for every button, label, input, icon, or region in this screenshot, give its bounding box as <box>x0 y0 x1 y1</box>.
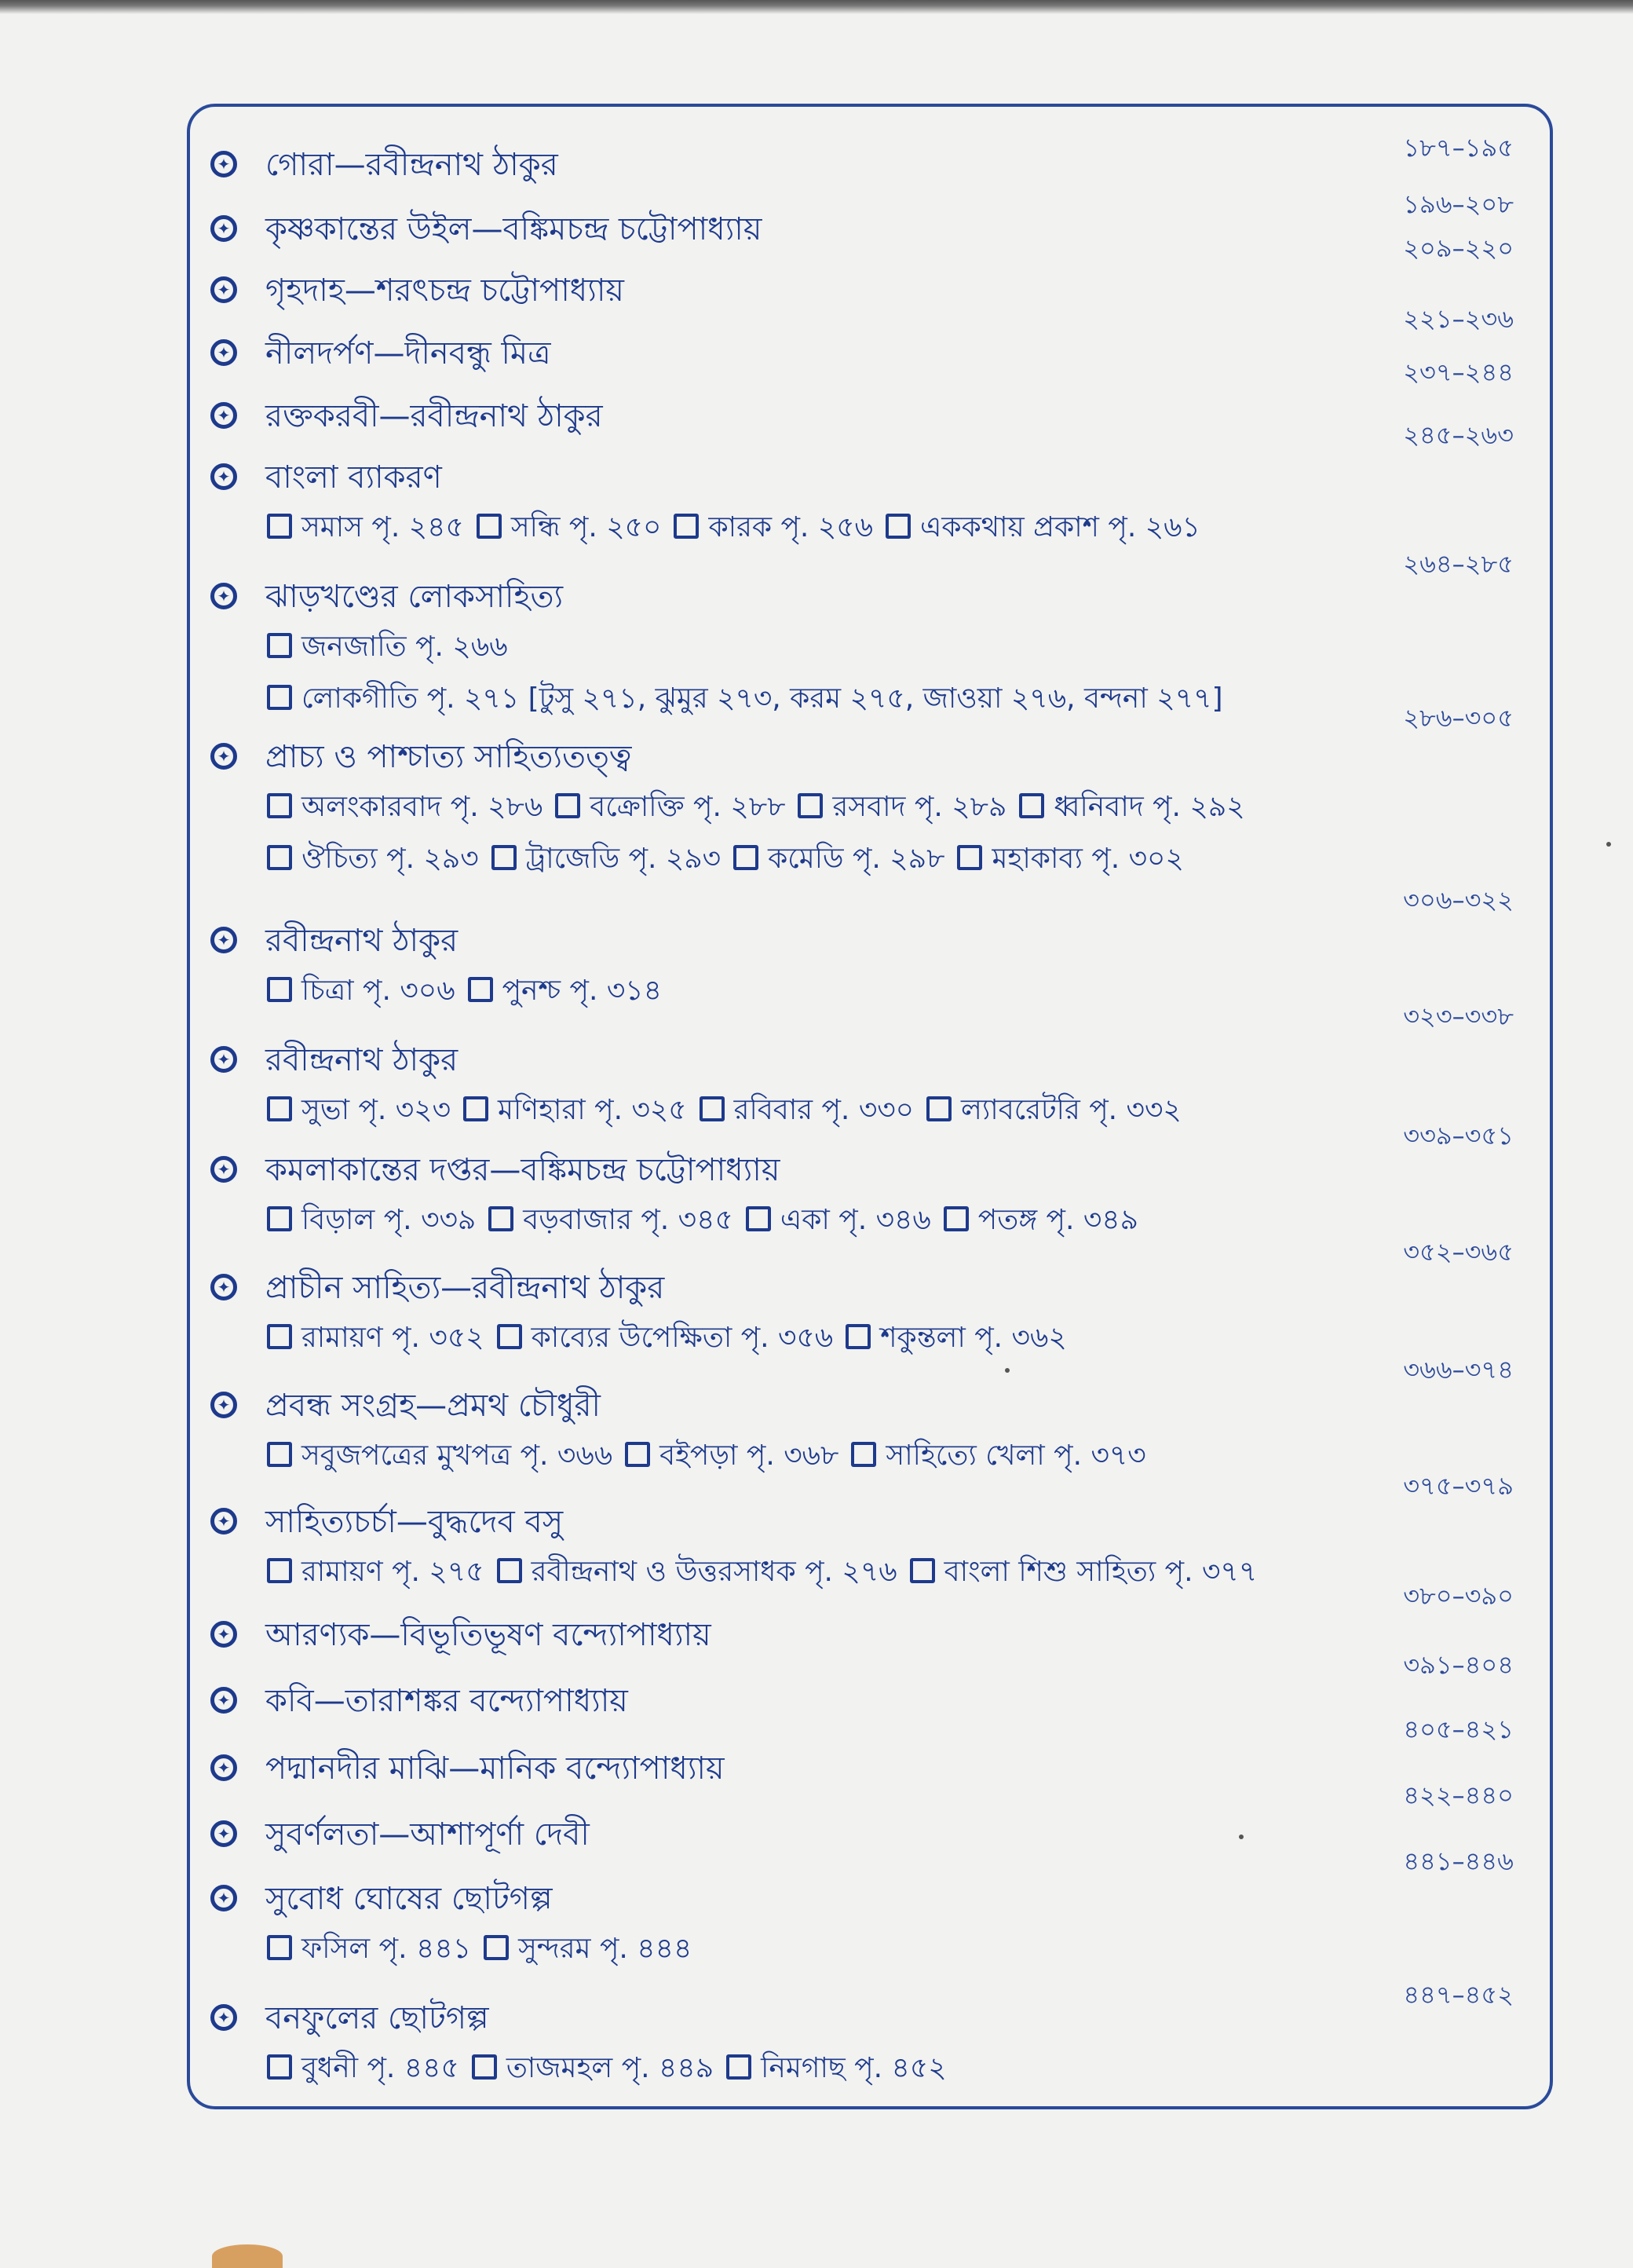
entry-page-range: ৪২২–৪৪০ <box>1403 1780 1514 1810</box>
subtopic-item: রসবাদ পৃ. ২৮৯ <box>832 791 1007 823</box>
subtopic-item: সন্ধি পৃ. ২৫০ <box>510 511 662 543</box>
entry-title: রবীন্দ্রনাথ ঠাকুর <box>265 1042 458 1078</box>
entry-title: কবি—তারাশঙ্কর বন্দ্যোপাধ্যায় <box>265 1683 628 1719</box>
entry-title: প্রবন্ধ সংগ্রহ—প্রমথ চৌধুরী <box>265 1388 601 1424</box>
entry-title-line <box>210 1237 1529 1315</box>
square-bullet-icon <box>488 1206 513 1231</box>
subtopic-item: ঔচিত্য পৃ. ২৯৩ <box>301 843 479 875</box>
star-bullet-icon: ✦ <box>210 1274 237 1300</box>
entry-title-line <box>210 1471 1529 1549</box>
entry-title-line <box>210 1780 1529 1861</box>
square-bullet-icon <box>267 2054 292 2080</box>
entry-title-line <box>210 357 1529 443</box>
toc-entry <box>210 1780 1529 1861</box>
subtopic-item: নিমগাছ পৃ. ৪৫২ <box>761 2052 947 2084</box>
square-bullet-icon <box>267 845 292 870</box>
entry-title: বনফুলের ছোটগল্প <box>265 2000 489 2036</box>
square-bullet-icon <box>267 1558 292 1583</box>
star-bullet-icon: ✦ <box>210 583 237 609</box>
subtopic-item: সুভা পৃ. ৩২৩ <box>301 1094 451 1126</box>
subtopic-item: ট্রাজেডি পৃ. ২৯৩ <box>525 843 722 875</box>
square-bullet-icon <box>886 514 911 539</box>
entry-page-range: ২৮৬–৩০৫ <box>1403 703 1514 733</box>
entry-page-range: ২২১–২৩৬ <box>1403 304 1514 334</box>
square-bullet-icon <box>267 1096 292 1121</box>
entry-page-range: ২৬৪–২৮৫ <box>1403 549 1514 579</box>
toc-entry <box>210 1001 1529 1139</box>
toc-entry <box>210 1980 1529 2097</box>
subtopic-item: সুন্দরম পৃ. ৪৪৪ <box>518 1933 692 1965</box>
square-bullet-icon <box>944 1206 969 1231</box>
square-bullet-icon <box>926 1096 952 1121</box>
entry-title: নীলদর্পণ—দীনবন্ধু মিত্র <box>265 335 551 371</box>
entry-page-range: ৩৩৯–৩৫১ <box>1403 1121 1514 1150</box>
entry-title-line <box>210 1355 1529 1432</box>
toc-entry <box>210 1846 1529 1977</box>
star-bullet-icon: ✦ <box>210 276 237 303</box>
entry-page-range: ৩৫২–৩৬৫ <box>1403 1237 1514 1267</box>
subtopic-item: অলংকারবাদ পৃ. ২৮৬ <box>301 791 543 823</box>
subtopic-item: এককথায় প্রকাশ পৃ. ২৬১ <box>920 511 1200 543</box>
subtopic-line <box>210 836 1529 887</box>
entry-title: প্রাচ্য ও পাশ্চাত্য সাহিত্যতত্ত্ব <box>265 739 632 775</box>
entry-page-range: ২০৯–২২০ <box>1403 233 1514 263</box>
entry-title: সুবোধ ঘোষের ছোটগল্প <box>265 1881 553 1917</box>
subtopic-line <box>210 1315 1529 1366</box>
entry-title-line <box>210 703 1529 784</box>
entry-page-range: ৩৭৫–৩৭৯ <box>1403 1471 1514 1501</box>
subtopic-item: কাব্যের উপেক্ষিতা পৃ. ৩৫৬ <box>531 1322 834 1354</box>
subtopic-line <box>210 1432 1529 1484</box>
subtopic-item: বইপড়া পৃ. ৩৬৮ <box>659 1439 839 1472</box>
star-bullet-icon: ✦ <box>210 1621 237 1648</box>
subtopic-list <box>267 1197 1529 1244</box>
entry-title-line <box>210 885 1529 968</box>
subtopic-item: পুনশ্চ পৃ. ৩১৪ <box>502 975 662 1007</box>
subtopic-item: রামায়ণ পৃ. ২৭৫ <box>301 1556 484 1588</box>
square-bullet-icon <box>726 2054 751 2080</box>
subtopic-item: রবীন্দ্রনাথ ও উত্তরসাধক পৃ. ২৭৬ <box>531 1556 897 1588</box>
entry-title-line <box>210 189 1529 256</box>
subtopic-line <box>210 1926 1529 1977</box>
entry-title: কমলাকান্তের দপ্তর—বঙ্কিমচন্দ্র চট্টোপাধ্যায় <box>265 1152 780 1188</box>
star-bullet-icon: ✦ <box>210 463 237 490</box>
square-bullet-icon <box>851 1442 876 1467</box>
square-bullet-icon <box>267 1324 292 1349</box>
entry-title-line <box>210 1846 1529 1926</box>
subtopic-item: পতঙ্গ পৃ. ৩৪৯ <box>977 1204 1138 1236</box>
star-bullet-icon: ✦ <box>210 1508 237 1535</box>
subtopic-item: ধ্বনিবাদ পৃ. ২৯২ <box>1054 791 1245 823</box>
square-bullet-icon <box>625 1442 650 1467</box>
square-bullet-icon <box>267 977 292 1002</box>
subtopic-item: শকুন্তলা পৃ. ৩৬২ <box>880 1322 1067 1354</box>
subtopic-line <box>210 784 1529 836</box>
subtopic-item: মণিহারা পৃ. ৩২৫ <box>498 1094 687 1126</box>
subtopic-item: লোকগীতি পৃ. ২৭১ [টুসু ২৭১, ঝুমুর ২৭৩, করম ২৭৫, জাওয়া ২৭৬, বন্দনা ২৭৭] <box>301 682 1223 715</box>
toc-entry <box>210 703 1529 887</box>
subtopic-line <box>210 1549 1529 1600</box>
square-bullet-icon <box>798 793 823 818</box>
square-bullet-icon <box>674 514 699 539</box>
entry-title-line <box>210 133 1529 192</box>
entry-title: প্রাচীন সাহিত্য—রবীন্দ্রনাথ ঠাকুর <box>265 1270 665 1306</box>
speck <box>1606 842 1611 847</box>
subtopic-item: কারক পৃ. ২৫৬ <box>708 511 873 543</box>
entry-title-line <box>210 549 1529 624</box>
square-bullet-icon <box>463 1096 488 1121</box>
entry-title: রক্তকরবী—রবীন্দ্রনাথ ঠাকুর <box>265 398 603 434</box>
star-bullet-icon: ✦ <box>210 339 237 366</box>
entry-title-line <box>210 1581 1529 1662</box>
toc-entry <box>210 1650 1529 1728</box>
toc-entry <box>210 189 1529 256</box>
subtopic-item: ফসিল পৃ. ৪৪১ <box>301 1933 472 1965</box>
entry-title: গোরা—রবীন্দ্রনাথ ঠাকুর <box>265 147 558 183</box>
entry-page-range: ১৯৬–২০৮ <box>1403 189 1514 219</box>
subtopic-list <box>267 504 1529 551</box>
subtopic-item: ল্যাবরেটরি পৃ. ৩৩২ <box>961 1094 1182 1126</box>
subtopic-item: বক্রোক্তি পৃ. ২৮৮ <box>590 791 786 823</box>
toc-entry <box>210 133 1529 192</box>
entry-page-range: ৩০৬–৩২২ <box>1403 885 1514 915</box>
star-bullet-icon: ✦ <box>210 927 237 953</box>
star-bullet-icon: ✦ <box>210 1820 237 1847</box>
subtopic-list <box>267 1087 1529 1134</box>
entry-title: পদ্মানদীর মাঝি—মানিক বন্দ্যোপাধ্যায় <box>265 1750 725 1787</box>
entry-title: সাহিত্যচর্চা—বুদ্ধদেব বসু <box>265 1504 564 1540</box>
toc-entry <box>210 885 1529 1019</box>
entry-page-range: ২৩৭–২৪৪ <box>1403 357 1514 387</box>
toc-entry <box>210 357 1529 443</box>
subtopic-list <box>267 624 1529 671</box>
subtopic-item: সবুজপত্রের মুখপত্র পৃ. ৩৬৬ <box>301 1439 613 1472</box>
subtopic-item: রবিবার পৃ. ৩৩০ <box>733 1094 915 1126</box>
square-bullet-icon <box>267 514 292 539</box>
square-bullet-icon <box>957 845 982 870</box>
square-bullet-icon <box>910 1558 935 1583</box>
square-bullet-icon <box>497 1558 522 1583</box>
subtopic-item: বুধনী পৃ. ৪৪৫ <box>301 2052 459 2084</box>
subtopic-line <box>210 1087 1529 1139</box>
subtopic-item: কমেডি পৃ. ২৯৮ <box>768 843 945 875</box>
square-bullet-icon <box>733 845 758 870</box>
entry-title: ঝাড়খণ্ডের লোকসাহিত্য <box>265 579 564 615</box>
speck <box>1239 1835 1244 1839</box>
toc-entry <box>210 1121 1529 1249</box>
entry-title-line <box>210 304 1529 380</box>
entry-title: সুবর্ণলতা—আশাপূর্ণা দেবী <box>265 1816 590 1853</box>
toc-entry <box>210 304 1529 380</box>
square-bullet-icon <box>267 1935 292 1960</box>
subtopic-line <box>210 624 1529 675</box>
square-bullet-icon <box>484 1935 509 1960</box>
entry-page-range: ৩২৩–৩৩৮ <box>1403 1001 1514 1031</box>
subtopic-item: চিত্রা পৃ. ৩০৬ <box>301 975 455 1007</box>
toc-entry <box>210 233 1529 317</box>
square-bullet-icon <box>267 1206 292 1231</box>
entry-title: আরণ্যক—বিভূতিভূষণ বন্দ্যোপাধ্যায় <box>265 1617 711 1653</box>
square-bullet-icon <box>1019 793 1044 818</box>
entry-title-line <box>210 420 1529 504</box>
subtopic-list <box>267 1926 1529 1973</box>
star-bullet-icon: ✦ <box>210 1392 237 1418</box>
star-bullet-icon: ✦ <box>210 2004 237 2031</box>
square-bullet-icon <box>700 1096 725 1121</box>
subtopic-list <box>267 1549 1529 1596</box>
toc-entry <box>210 420 1529 556</box>
square-bullet-icon <box>746 1206 771 1231</box>
entry-title-line <box>210 1714 1529 1795</box>
star-bullet-icon: ✦ <box>210 1754 237 1781</box>
star-bullet-icon: ✦ <box>210 402 237 429</box>
square-bullet-icon <box>267 793 292 818</box>
subtopic-item: একা পৃ. ৩৪৬ <box>780 1204 931 1236</box>
subtopic-item: জনজাতি পৃ. ২৬৬ <box>301 631 508 663</box>
subtopic-list <box>267 675 1529 722</box>
subtopic-list <box>267 836 1529 883</box>
toc-entry <box>210 1355 1529 1484</box>
subtopic-line <box>210 1197 1529 1249</box>
toc-entry <box>210 1714 1529 1795</box>
subtopic-item: তাজমহল পৃ. ৪৪৯ <box>506 2052 714 2084</box>
toc-entry <box>210 549 1529 727</box>
square-bullet-icon <box>267 633 292 658</box>
star-bullet-icon: ✦ <box>210 743 237 770</box>
subtopic-item: বিড়াল পৃ. ৩৩৯ <box>301 1204 477 1236</box>
entry-page-range: ৩৯১–৪০৪ <box>1403 1650 1514 1680</box>
entry-page-range: ১৮৭–১৯৫ <box>1403 133 1514 163</box>
star-bullet-icon: ✦ <box>210 1156 237 1183</box>
square-bullet-icon <box>267 685 292 710</box>
star-bullet-icon: ✦ <box>210 1885 237 1911</box>
square-bullet-icon <box>491 845 517 870</box>
subtopic-line <box>210 504 1529 556</box>
square-bullet-icon <box>846 1324 871 1349</box>
page-top-shadow <box>0 0 1633 14</box>
toc-entry <box>210 1471 1529 1600</box>
star-bullet-icon: ✦ <box>210 1046 237 1073</box>
square-bullet-icon <box>468 977 493 1002</box>
square-bullet-icon <box>267 1442 292 1467</box>
subtopic-list <box>267 1315 1529 1362</box>
square-bullet-icon <box>555 793 580 818</box>
square-bullet-icon <box>497 1324 522 1349</box>
subtopic-list <box>267 968 1529 1015</box>
star-bullet-icon: ✦ <box>210 1687 237 1714</box>
entry-title: রবীন্দ্রনাথ ঠাকুর <box>265 923 458 959</box>
square-bullet-icon <box>477 514 502 539</box>
toc-entry <box>210 1237 1529 1366</box>
entry-title: গৃহদাহ—শরৎচন্দ্র চট্টোপাধ্যায় <box>265 273 624 309</box>
subtopic-line <box>210 675 1529 727</box>
subtopic-item: মহাকাব্য পৃ. ৩০২ <box>992 843 1184 875</box>
subtopic-item: সমাস পৃ. ২৪৫ <box>301 511 464 543</box>
entry-title-line <box>210 233 1529 317</box>
subtopic-list <box>267 2045 1529 2092</box>
subtopic-line <box>210 968 1529 1019</box>
speck <box>1005 1368 1010 1373</box>
subtopic-item: বাংলা শিশু সাহিত্য পৃ. ৩৭৭ <box>944 1556 1258 1588</box>
entry-title-line <box>210 1001 1529 1087</box>
subtopic-list <box>267 1432 1529 1480</box>
square-bullet-icon <box>472 2054 497 2080</box>
entry-title: কৃষ্ণকান্তের উইল—বঙ্কিমচন্দ্র চট্টোপাধ্যায় <box>265 211 762 247</box>
page-edge-blob <box>212 2244 283 2268</box>
subtopic-item: রামায়ণ পৃ. ৩৫২ <box>301 1322 484 1354</box>
star-bullet-icon: ✦ <box>210 151 237 177</box>
entry-page-range: ৪০৫–৪২১ <box>1403 1714 1514 1744</box>
entry-page-range: ৩৮০–৩৯০ <box>1403 1581 1514 1611</box>
star-bullet-icon: ✦ <box>210 215 237 242</box>
entry-title-line <box>210 1650 1529 1728</box>
toc-entry <box>210 1581 1529 1662</box>
subtopic-item: বড়বাজার পৃ. ৩৪৫ <box>523 1204 733 1236</box>
subtopic-line <box>210 2045 1529 2097</box>
entry-page-range: ৪৪১–৪৪৬ <box>1403 1846 1514 1876</box>
entry-title-line <box>210 1121 1529 1197</box>
entry-page-range: ৪৪৭–৪৫২ <box>1403 1980 1514 2010</box>
entry-page-range: ২৪৫–২৬৩ <box>1403 420 1514 450</box>
subtopic-item: সাহিত্যে খেলা পৃ. ৩৭৩ <box>886 1439 1146 1472</box>
subtopic-list <box>267 784 1529 831</box>
entry-title-line <box>210 1980 1529 2045</box>
entry-page-range: ৩৬৬–৩৭৪ <box>1403 1355 1514 1385</box>
entry-title: বাংলা ব্যাকরণ <box>265 459 442 496</box>
